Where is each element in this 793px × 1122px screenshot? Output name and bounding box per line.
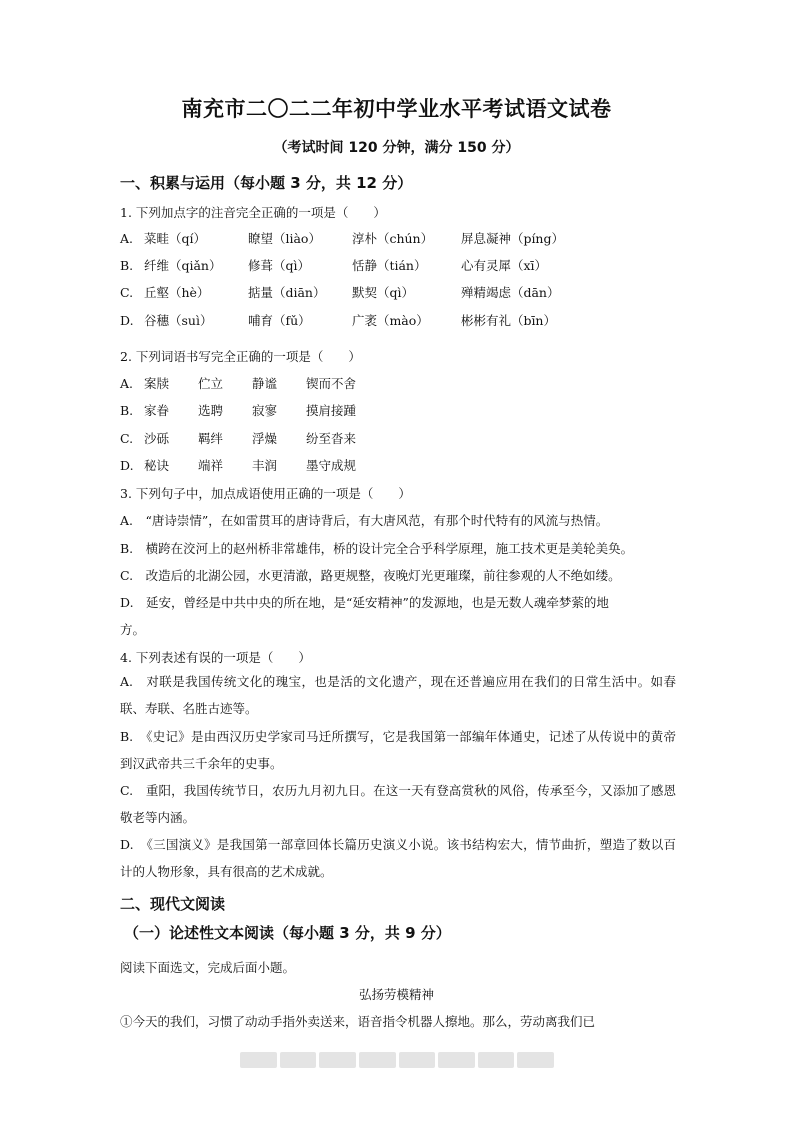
option-item: 伫立 <box>197 376 223 391</box>
option-item: 丘壑（hè） <box>143 285 210 300</box>
q4-stem: 4. 下列表述有误的一项是（ ） <box>120 650 311 665</box>
subsection-heading: （一）论述性文本阅读（每小题 3 分，共 9 分） <box>124 924 451 942</box>
option-item: 浮燥 <box>251 431 277 446</box>
q3-option-c: C. 改造后的北湖公园，水更清澈，路更规整，夜晚灯光更璀璨，前往参观的人不绝如缕。 <box>120 568 621 583</box>
option-item: 恬静（tián） <box>351 258 427 273</box>
q1-option-d <box>120 311 556 329</box>
option-item: 心有灵犀（xī） <box>460 258 547 273</box>
option-letter: D. <box>120 313 134 328</box>
option-item: 菜畦（qí） <box>143 231 206 246</box>
reading-instruction: 阅读下面选文，完成后面小题。 <box>120 960 296 975</box>
option-letter: A. <box>120 376 134 391</box>
option-item: 哺育（fǔ） <box>247 313 311 328</box>
option-item: 瞭望（liào） <box>247 231 321 246</box>
option-item: 案牍 <box>143 376 169 391</box>
article-paragraph-1: ①今天的我们，习惯了动动手指外卖送来，语音指令机器人擦地。那么，劳动离我们已 <box>120 1014 596 1029</box>
option-item: 羁绊 <box>197 431 223 446</box>
option-item: 谷穗（suì） <box>143 313 213 328</box>
q4-option-b: B. 《史记》是由西汉历史学家司马迁所撰写，它是我国第一部编年体通史，记述了从传说中的黄帝到汉武帝共三千余年的史事。 <box>120 729 676 771</box>
option-item: 锲而不舍 <box>305 376 356 391</box>
q2-option-b <box>120 401 356 419</box>
exam-title: 南充市二〇二二年初中学业水平考试语文试卷 <box>181 97 612 121</box>
option-letter: B. <box>120 403 134 418</box>
option-letter: D. <box>120 458 134 473</box>
q1-option-c <box>120 283 559 301</box>
option-item: 寂寥 <box>251 403 277 418</box>
option-item: 掂量（diān） <box>247 285 326 300</box>
q2-option-a <box>120 374 356 392</box>
q1-stem: 1. 下列加点字的注音完全正确的一项是（ ） <box>120 205 386 220</box>
option-item: 家眷 <box>143 403 169 418</box>
q2-option-c <box>120 429 356 447</box>
option-item: 墨守成规 <box>305 458 356 473</box>
option-item: 静谧 <box>251 376 277 391</box>
q3-option-a: A. “唐诗崇情”，在如雷贯耳的唐诗背后，有大唐风范，有那个时代特有的风流与热情。 <box>120 513 609 528</box>
q4-option-c: C. 重阳，我国传统节日，农历九月初九日。在这一天有登高赏秋的风俗，传承至今，又添加了感恩敬老等内涵。 <box>120 783 676 825</box>
q1-option-a <box>120 229 564 247</box>
option-item: 纤维（qiǎn） <box>143 258 222 273</box>
q2-option-d <box>120 456 356 474</box>
section-2-heading: 二、现代文阅读 <box>120 895 226 913</box>
q3-option-b: B. 横跨在洨河上的赵州桥非常雄伟，桥的设计完全合乎科学原理，施工技术更是美轮美奂。 <box>120 541 634 556</box>
option-item: 广袤（mào） <box>351 313 429 328</box>
option-item: 选聘 <box>197 403 223 418</box>
option-item: 修葺（qì） <box>247 258 310 273</box>
q3-stem: 3. 下列句子中，加点成语使用正确的一项是（ ） <box>120 486 411 501</box>
option-item: 摸肩接踵 <box>305 403 356 418</box>
option-item: 淳朴（chún） <box>351 231 434 246</box>
option-letter: C. <box>120 285 134 300</box>
option-item: 屏息凝神（píng） <box>460 231 564 246</box>
q4-option-d: D. 《三国演义》是我国第一部章回体长篇历史演义小说。该书结构宏大，情节曲折，塑造了数以百计的人物形象，具有很高的艺术成就。 <box>120 837 676 879</box>
option-letter: A. <box>120 231 134 246</box>
option-item: 秘诀 <box>143 458 169 473</box>
q4-option-a: A. 对联是我国传统文化的瑰宝，也是活的文化遗产，现在还普遍应用在我们的日常生活中。如春联、寿联、名胜古迹等。 <box>120 674 676 716</box>
option-item: 丰润 <box>251 458 277 473</box>
option-letter: B. <box>120 258 134 273</box>
option-letter: C. <box>120 431 134 446</box>
option-item: 端祥 <box>197 458 223 473</box>
article-title: 弘扬劳模精神 <box>358 987 434 1002</box>
q3-option-d-line1: D. 延安，曾经是中共中央的所在地，是“延安精神”的发源地，也是无数人魂牵梦萦的地 <box>120 595 609 610</box>
q3-option-d-line2: 方。 <box>120 622 146 637</box>
option-item: 彬彬有礼（bīn） <box>460 313 556 328</box>
option-item: 默契（qì） <box>351 285 414 300</box>
option-item: 纷至沓来 <box>305 431 356 446</box>
section-1-heading: 一、积累与运用（每小题 3 分，共 12 分） <box>120 174 413 192</box>
q2-stem: 2. 下列词语书写完全正确的一项是（ ） <box>120 349 361 364</box>
option-item: 沙砾 <box>143 431 169 446</box>
blurred-footer <box>240 1052 554 1068</box>
exam-subtitle: （考试时间 120 分钟，满分 150 分） <box>273 140 520 156</box>
q1-option-b <box>120 256 547 274</box>
option-item: 殚精竭虑（dān） <box>460 285 560 300</box>
